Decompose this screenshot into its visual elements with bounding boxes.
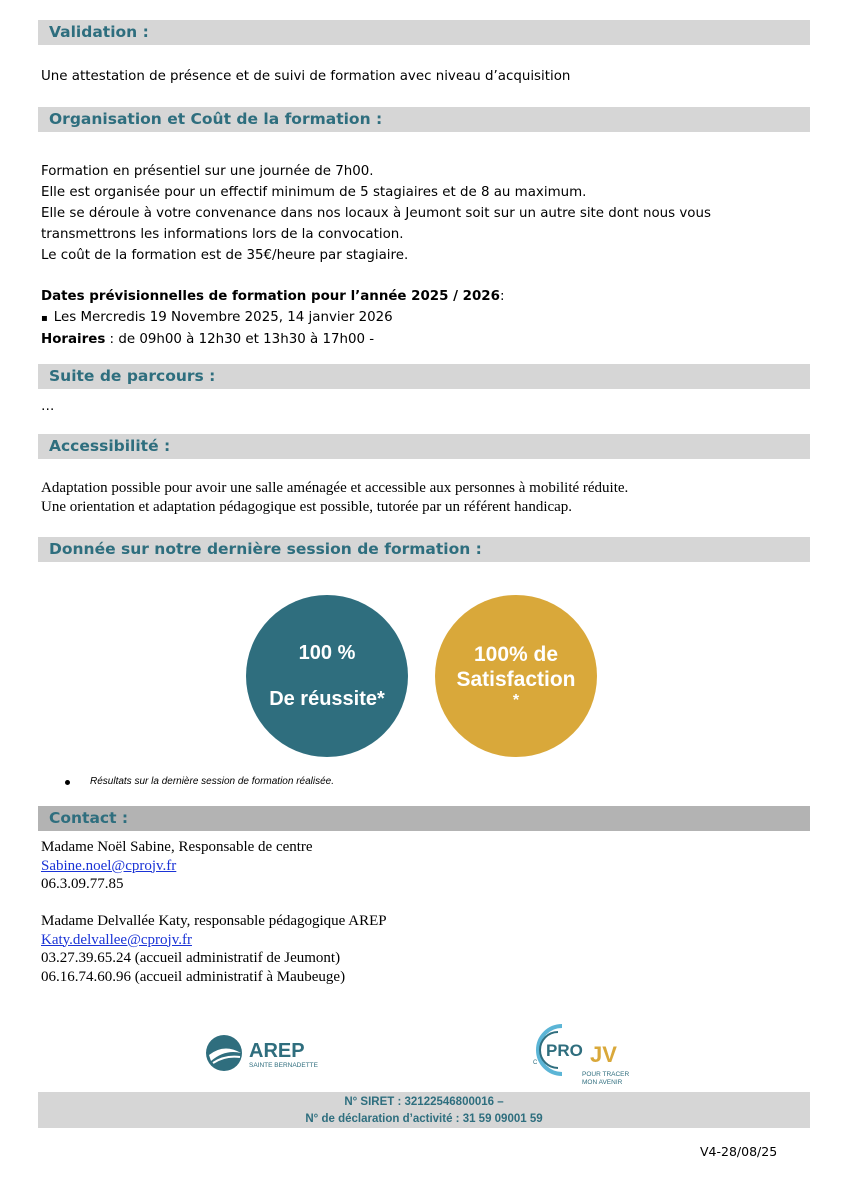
arep-name: AREP <box>249 1040 305 1062</box>
organisation-line: Le coût de la formation est de 35€/heure par stagiaire. <box>41 248 409 263</box>
cpro-tagline2: MON AVENIR <box>582 1079 623 1086</box>
organisation-line: Elle est organisée pour un effectif minimum de 5 stagiaires et de 8 au maximum. <box>41 185 587 200</box>
footer-declaration: N° de déclaration d’activité : 31 59 09001 59 <box>305 1113 543 1125</box>
section-header-donnees: Donnée sur notre dernière session de formation : <box>38 537 810 562</box>
contact-name: Madame Delvallée Katy, responsable pédagogique AREP <box>41 913 387 929</box>
section-header-validation: Validation : <box>38 20 810 45</box>
horaires-label: Horaires <box>41 332 106 347</box>
cpro-jv: JV <box>590 1042 617 1067</box>
contact-name: Madame Noël Sabine, Responsable de centre <box>41 839 313 855</box>
organisation-line: transmettrons les informations lors de la convocation. <box>41 227 404 242</box>
accessibilite-text <box>41 479 628 516</box>
accessibilite-line: Adaptation possible pour avoir une salle aménagée et accessible aux personnes à mobilité réduite. <box>41 480 629 496</box>
footer-bar <box>38 1092 810 1128</box>
note-text: Résultats sur la dernière session de formation réalisée. <box>90 776 335 787</box>
results-note <box>66 776 334 787</box>
suite-text: … <box>41 399 55 414</box>
contact-phone: 06.3.09.77.85 <box>41 876 124 892</box>
dates-item: Les Mercredis 19 Novembre 2025, 14 janvier 2026 <box>53 310 393 325</box>
contact-phone: 06.16.74.60.96 (accueil administratif à Maubeuge) <box>41 968 346 985</box>
horaires-value: : de 09h00 à 12h30 et 13h30 à 17h00 - <box>105 332 375 347</box>
footer-siret: N° SIRET : 32122546800016 – <box>344 1096 504 1108</box>
dates-block <box>41 286 504 350</box>
reussite-line2: De réussite* <box>269 688 385 710</box>
satisfaction-line2: Satisfaction <box>456 668 576 691</box>
contact-phone: 03.27.39.65.24 (accueil administratif de Jeumont) <box>41 950 341 966</box>
satisfaction-line3: * <box>512 692 520 709</box>
reussite-line1: 100 % <box>298 642 356 664</box>
arep-emblem-icon <box>205 1033 335 1073</box>
cprojv-emblem-icon <box>528 1020 638 1088</box>
organisation-line: Formation en présentiel sur une journée de 7h00. <box>41 164 374 179</box>
version-label: V4-28/08/25 <box>700 1144 778 1159</box>
section-header-accessibilite: Accessibilité : <box>38 434 810 459</box>
organisation-text <box>41 161 711 266</box>
cpro-pro: PRO <box>546 1041 583 1060</box>
validation-text: Une attestation de présence et de suivi de formation avec niveau d’acquisition <box>41 69 571 84</box>
bullet-dot <box>65 780 70 785</box>
bullet-marker: ▪ <box>41 313 48 324</box>
cpro-c: C <box>533 1060 538 1066</box>
arep-sub: SAINTE BERNADETTE <box>249 1062 318 1069</box>
reussite-circle <box>246 595 408 757</box>
organisation-line: Elle se déroule à votre convenance dans nos locaux à Jeumont soit sur un autre site dont nous vous <box>41 206 711 221</box>
contact-email-link[interactable]: Katy.delvallee@cprojv.fr <box>41 931 192 948</box>
section-header-suite: Suite de parcours : <box>38 364 810 389</box>
accessibilite-line: Une orientation et adaptation pédagogique est possible, tutorée par un référent handicap. <box>41 498 573 515</box>
dates-title: Dates prévisionnelles de formation pour l’année 2025 / 2026 <box>41 289 500 304</box>
satisfaction-line1: 100% de <box>473 643 559 666</box>
cprojv-logo <box>528 1020 638 1088</box>
cpro-tagline1: POUR TRACER <box>582 1071 630 1078</box>
satisfaction-circle <box>435 595 597 757</box>
section-header-contact: Contact : <box>38 806 810 831</box>
contact-block <box>41 838 387 986</box>
contact-email-link[interactable]: Sabine.noel@cprojv.fr <box>41 857 177 874</box>
dates-title-suffix: : <box>499 289 505 304</box>
arep-logo <box>205 1033 335 1073</box>
section-header-organisation: Organisation et Coût de la formation : <box>38 107 810 132</box>
